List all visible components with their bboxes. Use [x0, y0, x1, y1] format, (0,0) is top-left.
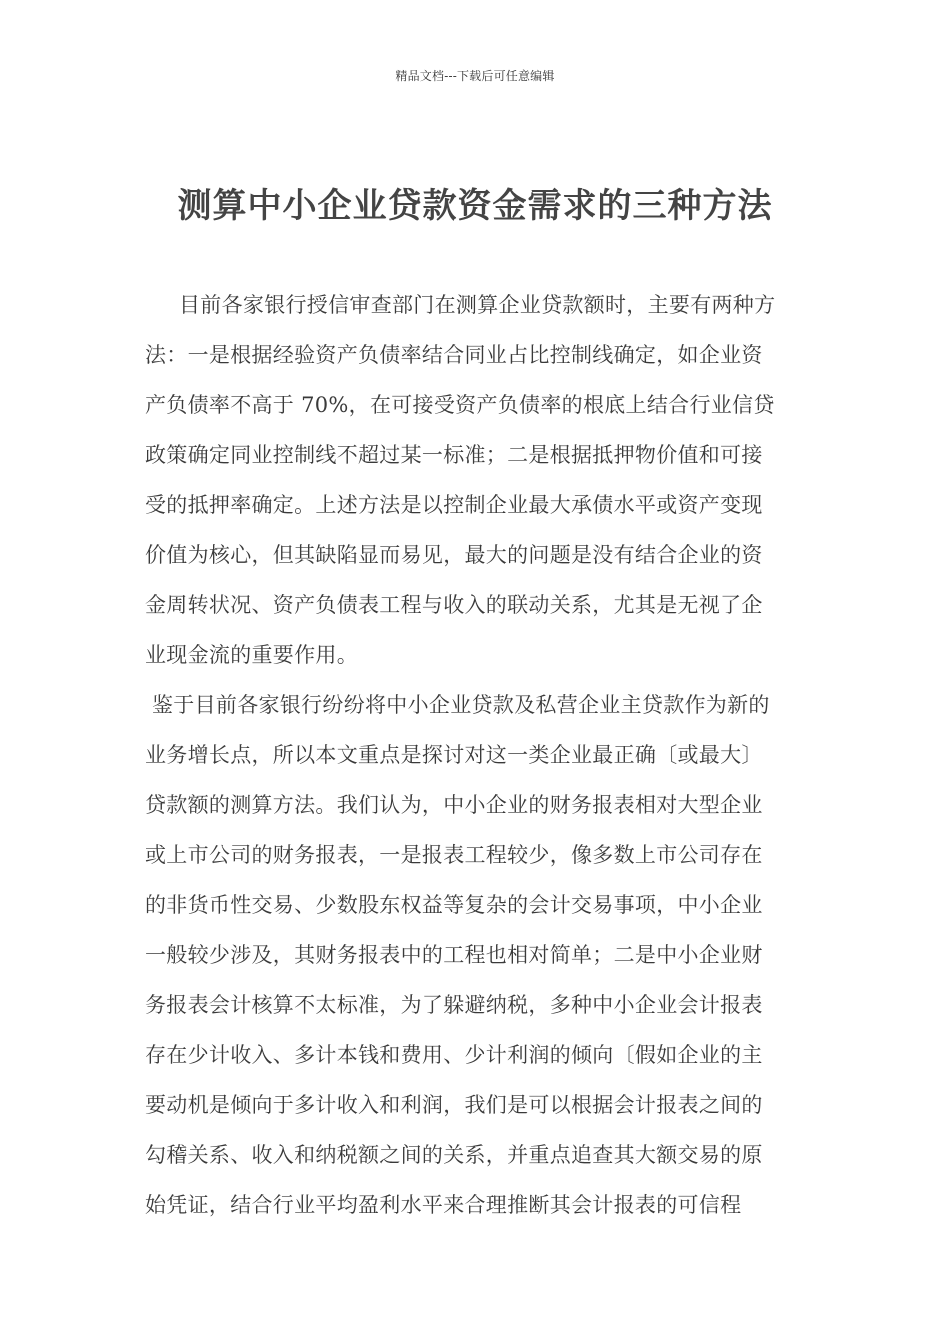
paragraph-1-line: 价值为核心，但其缺陷显而易见，最大的问题是没有结合企业的资	[145, 543, 763, 567]
paragraph-1-line: 受的抵押率确定。上述方法是以控制企业最大承债水平或资产变现	[145, 493, 763, 517]
paragraph-2-line: 始凭证，结合行业平均盈利水平来合理推断其会计报表的可信程	[145, 1193, 742, 1217]
paragraph-2-line: 务报表会计核算不太标准，为了躲避纳税，多种中小企业会计报表	[145, 993, 763, 1017]
paragraph-2-line: 或上市公司的财务报表，一是报表工程较少，像多数上市公司存在	[145, 843, 763, 867]
paragraph-2-line: 存在少计收入、多计本钱和费用、少计利润的倾向〔假如企业的主	[145, 1043, 763, 1067]
paragraph-1-line: 产负债率不高于 70%，在可接受资产负债率的根底上结合行业信贷	[145, 393, 775, 417]
paragraph-1-line: 法：一是根据经验资产负债率结合同业占比控制线确定，如企业资	[145, 343, 763, 367]
paragraph-2-line: 的非货币性交易、少数股东权益等复杂的会计交易事项，中小企业	[145, 893, 763, 917]
header-note: 精品文档---下载后可任意编辑	[395, 69, 555, 83]
paragraph-2-line: 一般较少涉及，其财务报表中的工程也相对简单；二是中小企业财	[145, 943, 763, 967]
paragraph-2-line: 要动机是倾向于多计收入和利润，我们是可以根据会计报表之间的	[145, 1093, 763, 1117]
paragraph-1-line: 业现金流的重要作用。	[145, 643, 358, 667]
body-text	[145, 280, 810, 1230]
paragraph-1-line: 政策确定同业控制线不超过某一标准；二是根据抵押物价值和可接	[145, 443, 763, 467]
paragraph-2-line: 业务增长点，所以本文重点是探讨对这一类企业最正确〔或最大〕	[145, 743, 763, 767]
paragraph-1-line: 目前各家银行授信审查部门在测算企业贷款额时，主要有两种方	[179, 293, 776, 317]
paragraph-1-line: 金周转状况、资产负债表工程与收入的联动关系，尤其是无视了企	[145, 593, 763, 617]
document-title: 测算中小企业贷款资金需求的三种方法	[177, 186, 773, 226]
paragraph-2-line: 勾稽关系、收入和纳税额之间的关系，并重点追查其大额交易的原	[145, 1143, 763, 1167]
paragraph-2-line: 贷款额的测算方法。我们认为，中小企业的财务报表相对大型企业	[145, 793, 763, 817]
paragraph-2-line: 鉴于目前各家银行纷纷将中小企业贷款及私营企业主贷款作为新的	[152, 693, 770, 717]
